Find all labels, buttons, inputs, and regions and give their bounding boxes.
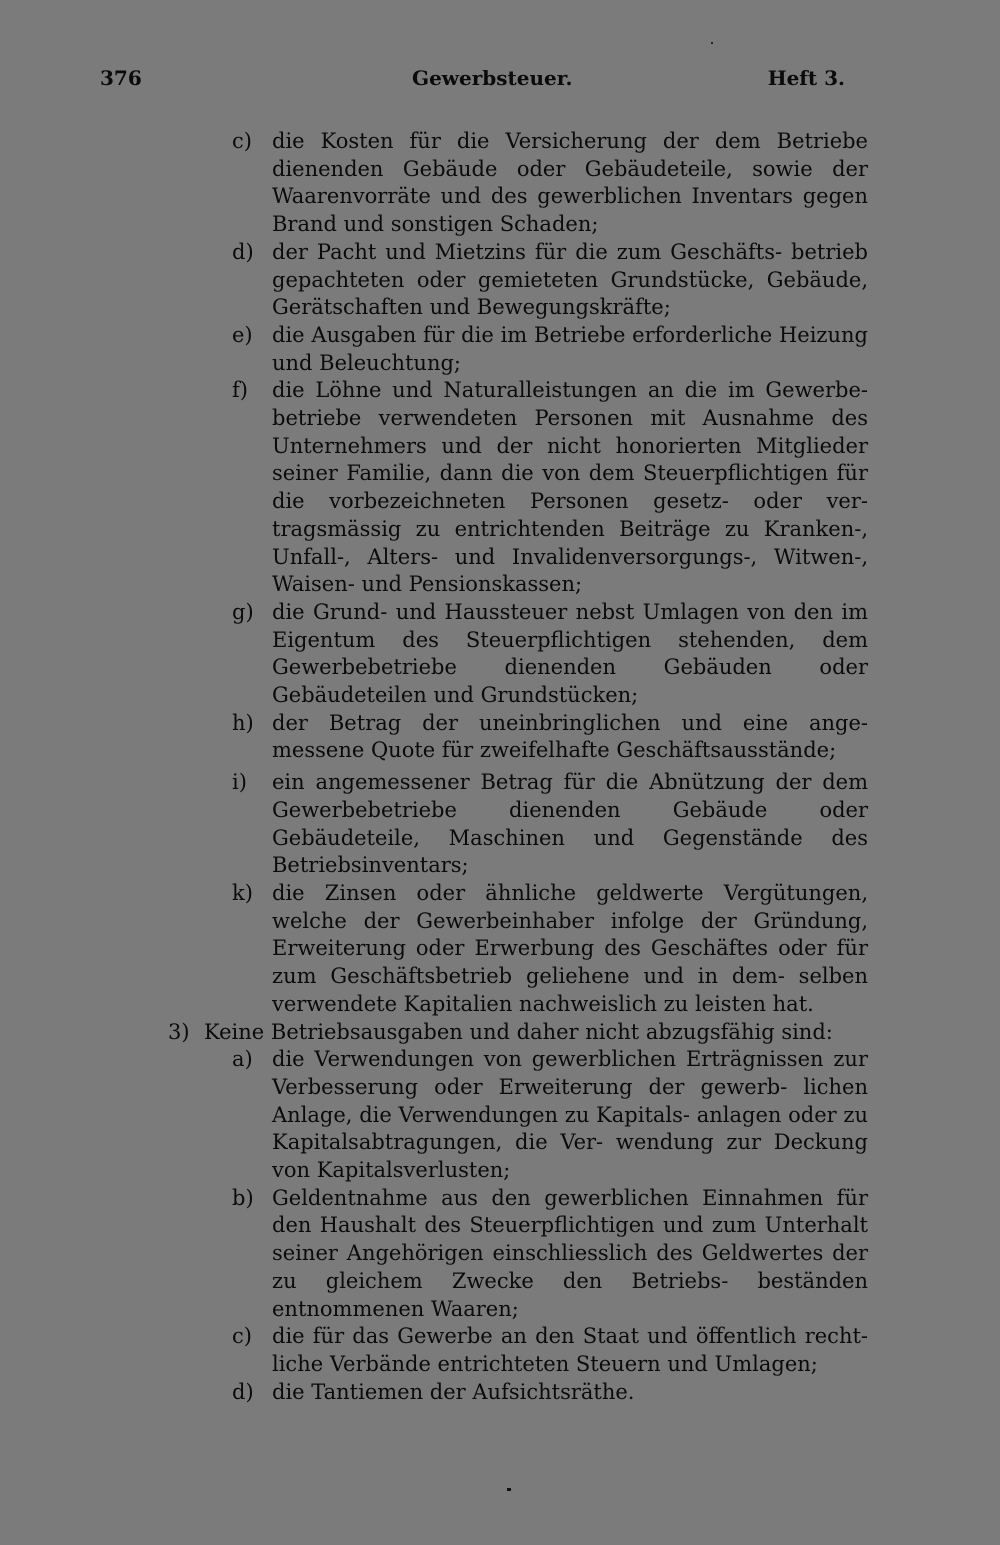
page-body	[168, 128, 868, 1406]
section-text: Keine Betriebsausgaben und daher nicht abzugsfähig sind:	[204, 1019, 833, 1044]
item-text: die Grund- und Haussteuer nebst Umlagen von den im Eigentum des Steuerpflichtigen stehenden, dem Gewerbebetriebe dienenden Gebäuden oder Gebäudeteilen und Grundstücken;	[272, 599, 868, 708]
list-item-c	[168, 128, 868, 239]
list-item-d	[168, 239, 868, 322]
item-text: der Pacht und Mietzins für die zum Geschäfts- betrieb gepachteten oder gemieteten Grundstücke, Gebäude, Gerätschaften und Bewegungskräfte;	[272, 239, 868, 320]
issue-label: Heft 3.	[767, 66, 845, 90]
list-item-i	[168, 769, 868, 880]
item-marker: k)	[232, 880, 253, 905]
speck	[711, 42, 713, 44]
list-item-e	[168, 322, 868, 377]
section-marker: 3)	[168, 1019, 190, 1044]
list-item-a	[168, 1046, 868, 1185]
list-item-k	[168, 880, 868, 1019]
item-text: die Verwendungen von gewerblichen Erträgnissen zur Verbesserung oder Erweiterung der gewerb- lichen Anlage, die Verwendungen zu Kapitals- anlagen oder zu Kapitalsabtragungen, die Ver- wendung zur Deckung von Kapitalsverlusten;	[272, 1047, 868, 1183]
item-text: Geldentnahme aus den gewerblichen Einnahmen für den Haushalt des Steuerpflichtigen und zum Unterhalt seiner Angehörigen einschliesslich des Geldwertes der zu gleichem Zwecke den Betriebs- beständen entnommenen Waaren;	[272, 1185, 868, 1321]
item-text: die Tantiemen der Aufsichtsräthe.	[272, 1379, 635, 1404]
list-item-b	[168, 1185, 868, 1324]
section-3-heading	[168, 1019, 868, 1047]
item-marker: d)	[232, 1379, 254, 1404]
item-text: ein angemessener Betrag für die Abnützung der dem Gewerbebetriebe dienenden Gebäude oder Gebäudeteile, Maschinen und Gegenstände des Betriebsinventars;	[272, 770, 868, 878]
item-text: der Betrag der uneinbringlichen und eine ange- messene Quote für zweifelhafte Geschäftsausstände;	[272, 710, 868, 763]
item-text: die Ausgaben für die im Betriebe erforderliche Heizung und Beleuchtung;	[272, 322, 868, 375]
item-marker: c)	[232, 129, 252, 153]
item-marker: h)	[232, 710, 254, 735]
item-marker: c)	[232, 1324, 252, 1349]
list-item-h	[168, 710, 868, 765]
item-text: die Kosten für die Versicherung der dem Betriebe dienenden Gebäude oder Gebäudeteile, sowie der Waarenvorräte und des gewerblichen Inventars gegen Brand und sonstigen Schaden;	[272, 129, 868, 237]
item-marker: a)	[232, 1047, 253, 1072]
running-title: Gewerbsteuer.	[412, 66, 573, 90]
item-marker: g)	[232, 599, 254, 624]
speck	[507, 1488, 511, 1491]
item-marker: i)	[232, 770, 247, 795]
list-item-g	[168, 599, 868, 710]
item-text: die Löhne und Naturalleistungen an die im Gewerbe- betriebe verwendeten Personen mit Ausnahme des Unternehmers und der nicht honorierten Mitglieder seiner Familie, dann die von dem Steuerpflichtigen für die vorbezeichneten Personen gesetz- oder ver- tragsmässig zu entrichtenden Beiträge zu Kranken-, Unfall-, Alters- und Invalidenversorgungs-, Witwen-, Waisen- und Pensionskassen;	[272, 378, 868, 597]
item-marker: b)	[232, 1185, 254, 1210]
page-header	[100, 66, 845, 96]
item-marker: e)	[232, 322, 253, 347]
item-marker: d)	[232, 239, 254, 264]
list-item-f	[168, 377, 868, 599]
list-item-c2	[168, 1323, 868, 1378]
page-number: 376	[100, 66, 142, 90]
list-item-d2	[168, 1379, 868, 1407]
item-text: die für das Gewerbe an den Staat und öffentlich recht- liche Verbände entrichteten Steuern und Umlagen;	[272, 1324, 868, 1376]
item-marker: f)	[232, 378, 248, 403]
item-text: die Zinsen oder ähnliche geldwerte Vergütungen, welche der Gewerbeinhaber infolge der Gründung, Erweiterung oder Erwerbung des Geschäftes oder für zum Geschäftsbetrieb geliehene und in dem- selben verwendete Kapitalien nachweislich zu leisten hat.	[272, 880, 868, 1016]
